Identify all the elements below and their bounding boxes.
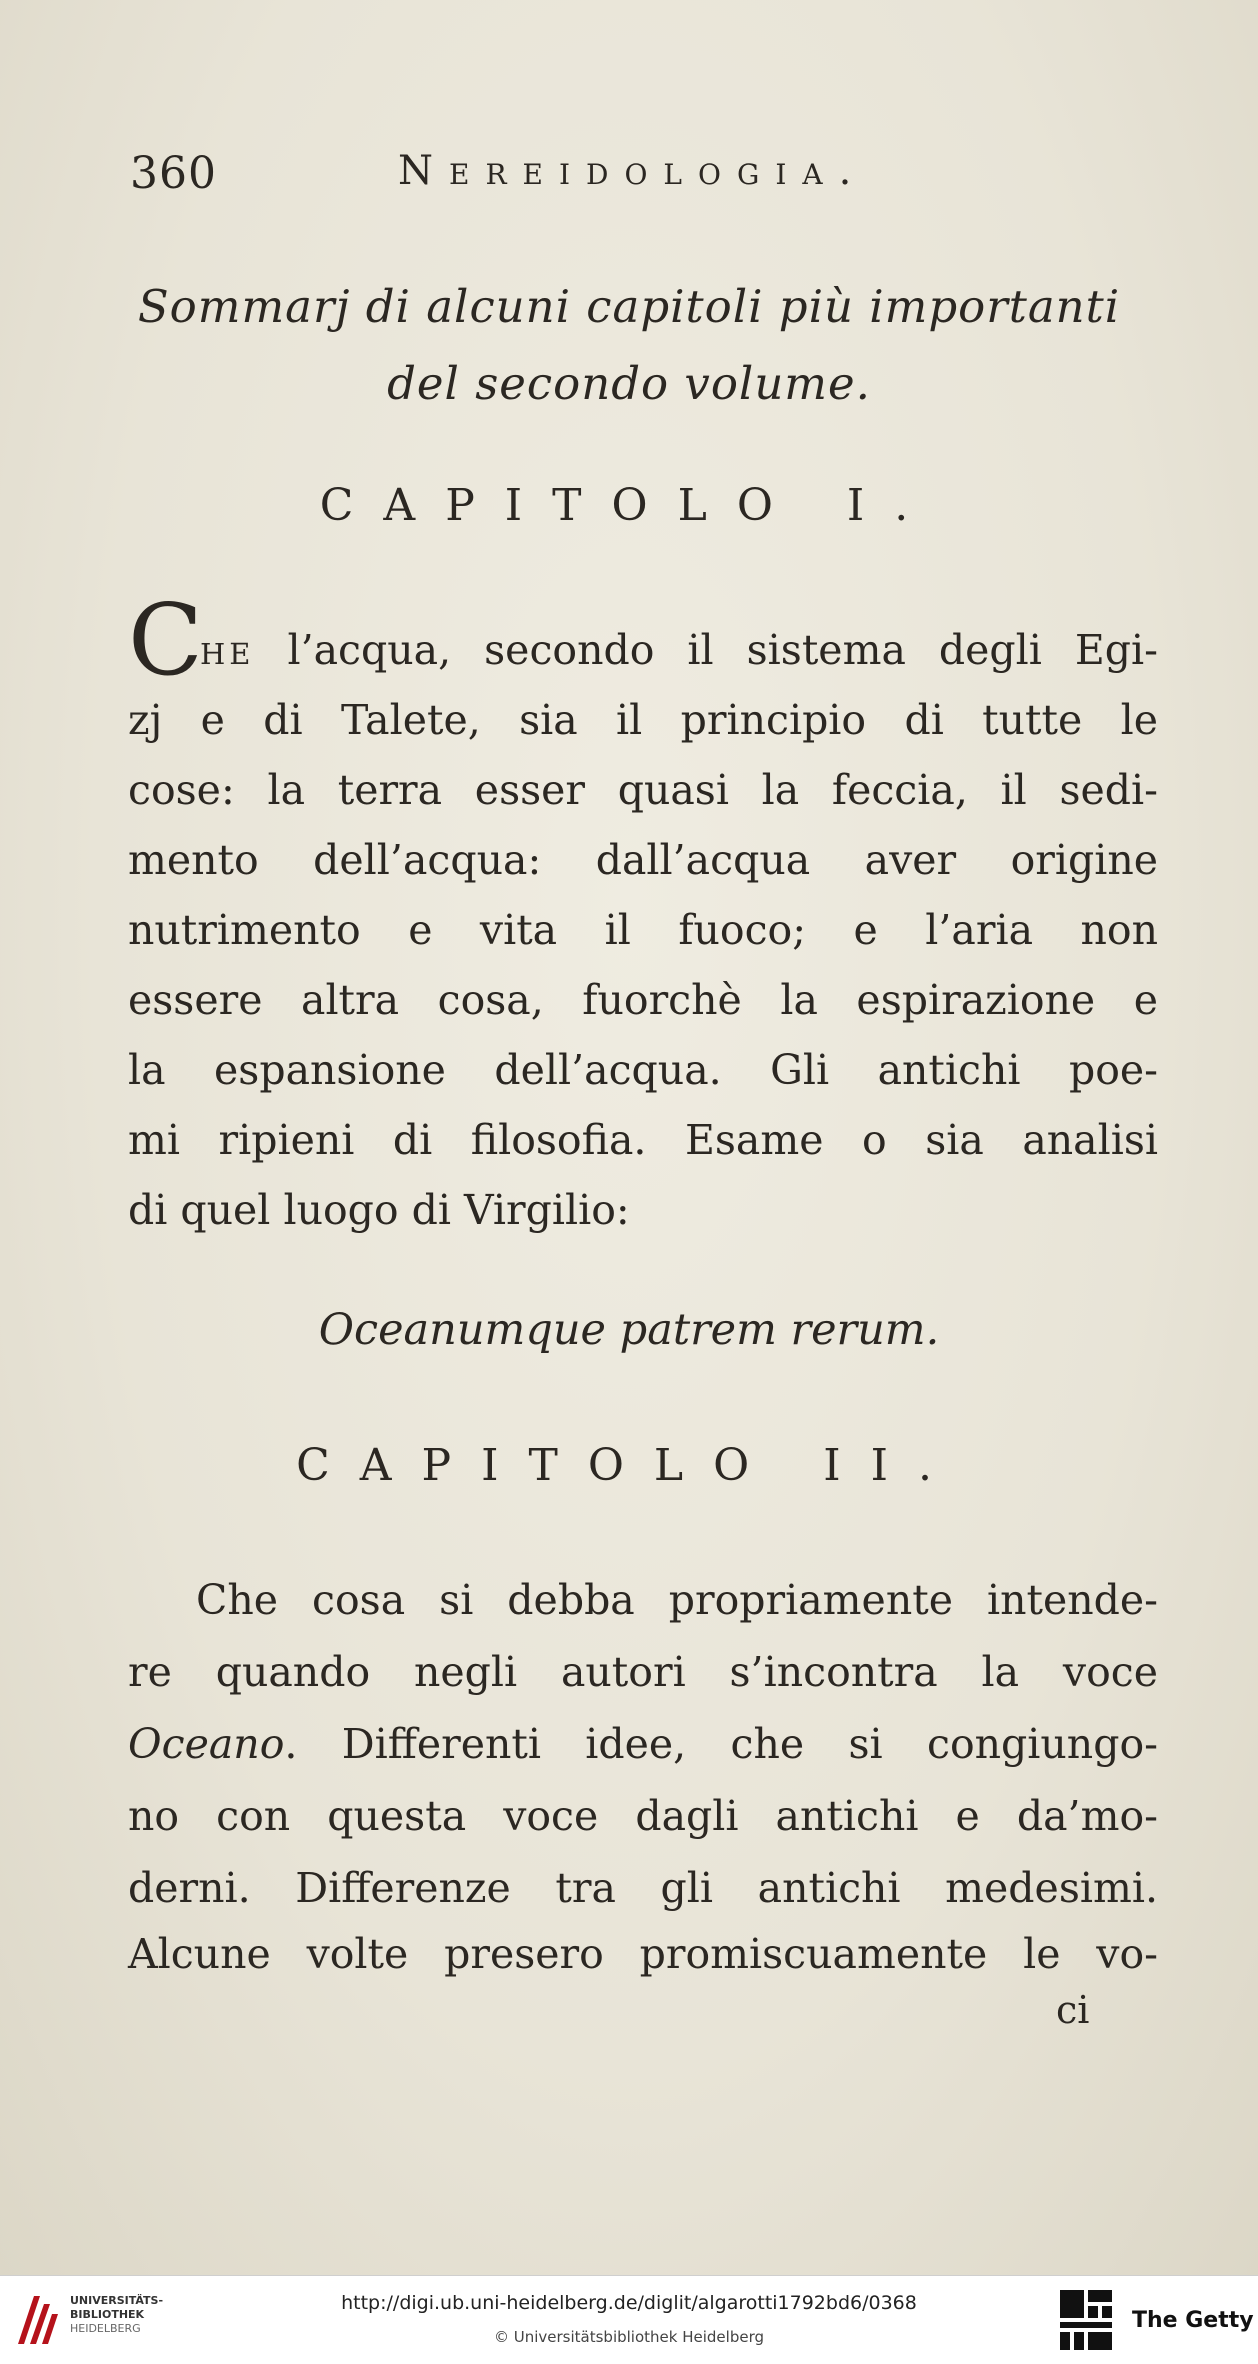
chapter-1-heading: CAPITOLO I. xyxy=(319,480,939,531)
permalink-url[interactable]: http://digi.ub.uni-heidelberg.de/diglit/algarotti1792bd6/0368 xyxy=(341,2292,917,2314)
summary-title-line-1: Sommarj di alcuni capitoli più importanti xyxy=(137,280,1121,333)
partner-name: The Getty xyxy=(1132,2308,1254,2333)
chapter-2-line-3 xyxy=(128,1720,1158,1768)
chapter-2-line-4: no con questa voce dagli antichi e da’mo- xyxy=(128,1792,1158,1840)
chapter-1-line-7: la espansione dell’acqua. Gli antichi poe- xyxy=(128,1046,1158,1094)
library-name-line-2: BIBLIOTHEK xyxy=(70,2308,145,2321)
copyright-notice: © Universitätsbibliothek Heidelberg xyxy=(493,2328,764,2346)
library-name-line-3: HEIDELBERG xyxy=(70,2322,141,2335)
chapter-2-line-1: Che cosa si debba propriamente intende- xyxy=(196,1576,1158,1624)
chapter-2-line-3-text: . Differenti idee, che si congiungo- xyxy=(284,1720,1158,1768)
chapter-1-line-9: di quel luogo di Virgilio: xyxy=(128,1186,630,1234)
virgil-quote: Oceanumque patrem rerum. xyxy=(318,1305,940,1355)
chapter-2-line-2: re quando negli autori s’incontra la voce xyxy=(128,1648,1158,1696)
page-number: 360 xyxy=(130,148,217,199)
chapter-1-line-5: nutrimento e vita il fuoco; e l’aria non xyxy=(128,906,1158,954)
summary-title-line-2: del secondo volume. xyxy=(387,357,871,410)
page-header xyxy=(130,148,1130,208)
catchword: ci xyxy=(1056,1988,1090,2032)
chapter-2-line-6: Alcune volte presero promiscuamente le vo- xyxy=(128,1930,1158,1978)
getty-logo-icon xyxy=(1058,2288,1114,2352)
viewer-footer xyxy=(0,2275,1258,2364)
library-name-line-1: UNIVERSITÄTS- xyxy=(70,2294,164,2307)
chapter-1-line-1-text: l’acqua, secondo il sistema degli Egi- xyxy=(287,626,1158,674)
chapter-1-line-2: zj e di Talete, sia il principio di tutte le xyxy=(128,696,1158,744)
chapter-1-line-8: mi ripieni di filosofia. Esame o sia analisi xyxy=(128,1116,1158,1164)
chapter-1-line-4: mento dell’acqua: dall’acqua aver origine xyxy=(128,836,1158,884)
chapter-1-line-1 xyxy=(200,626,1158,674)
running-title: Nereidologia. xyxy=(398,148,868,194)
chapter-2-heading: CAPITOLO II. xyxy=(296,1440,962,1491)
chapter-2-line-5: derni. Differenze tra gli antichi medesimi. xyxy=(128,1864,1158,1912)
lead-smallcaps: he xyxy=(200,626,255,674)
chapter-1-line-3: cose: la terra esser quasi la feccia, il sedi- xyxy=(128,766,1158,814)
oceano-italic: Oceano xyxy=(128,1720,285,1768)
chapter-1-line-6: essere altra cosa, fuorchè la espirazione e xyxy=(128,976,1158,1024)
drop-cap: C xyxy=(128,584,203,698)
